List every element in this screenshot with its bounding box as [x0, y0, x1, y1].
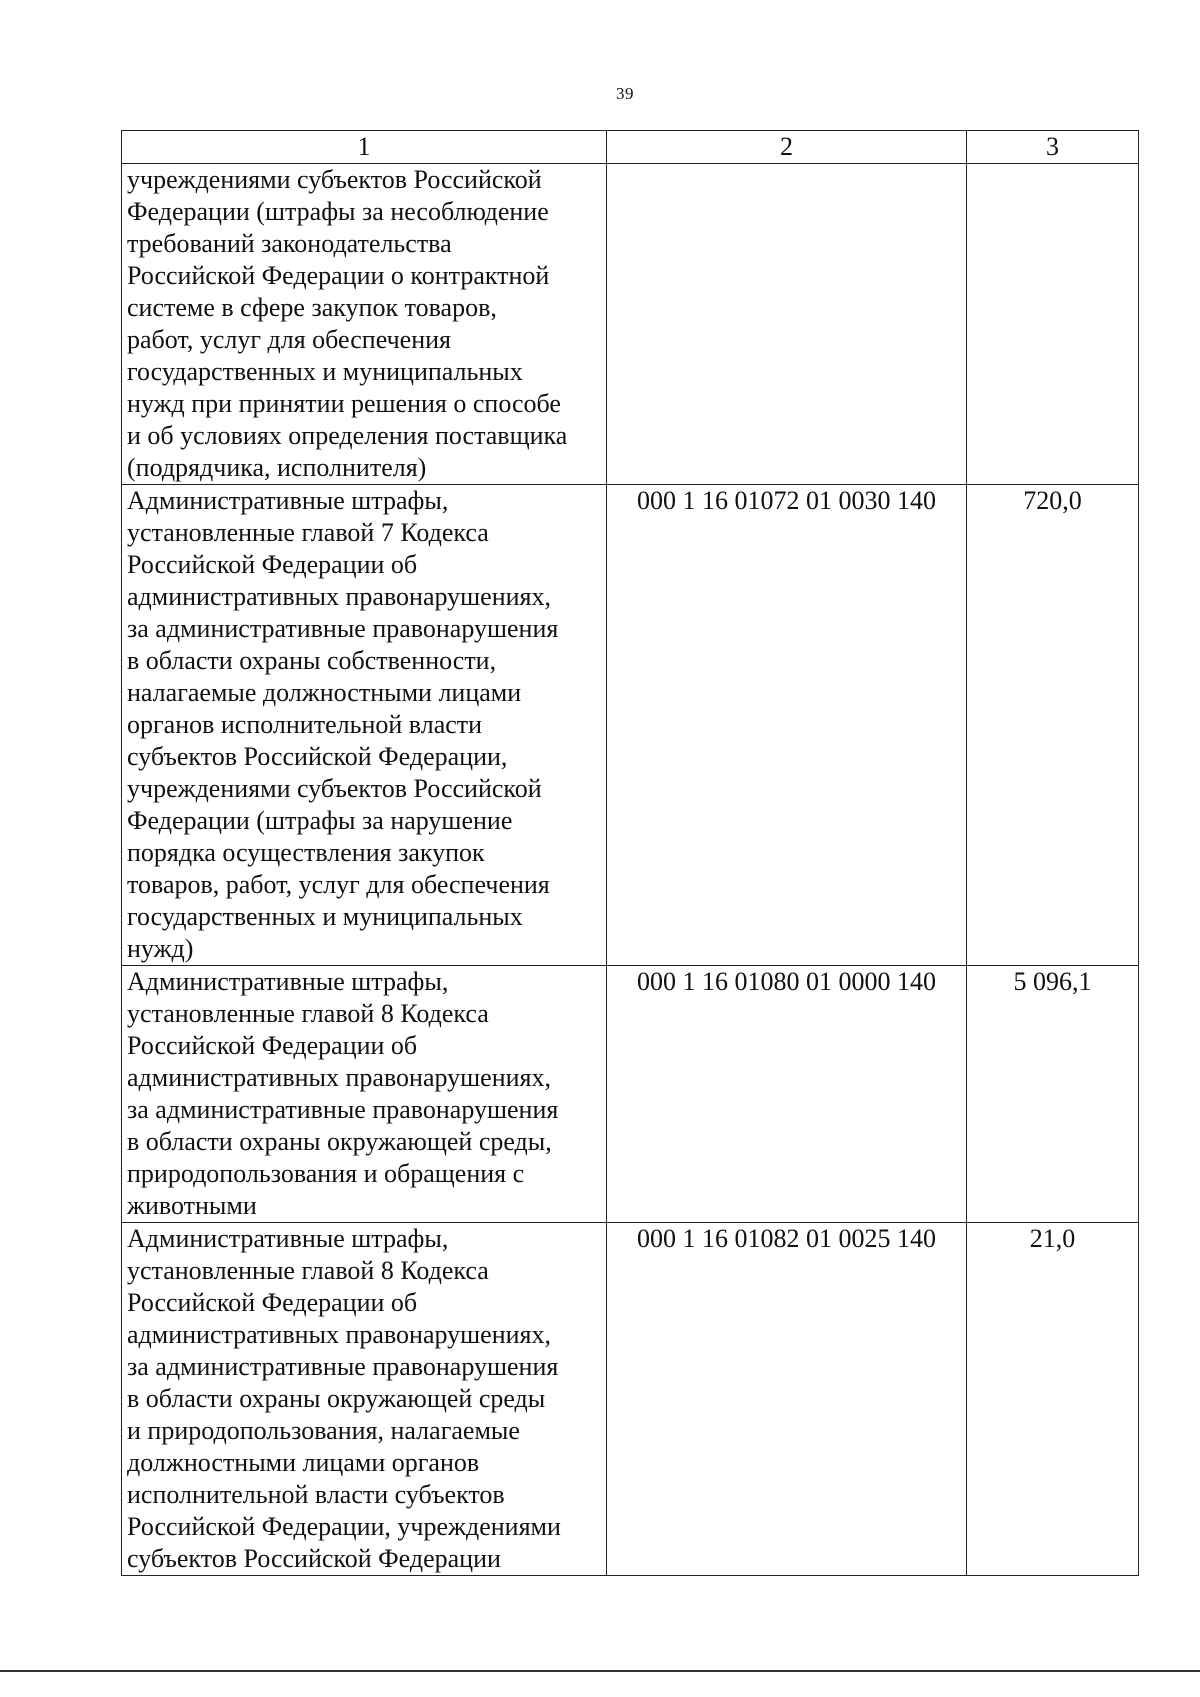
revenue-name-line: товаров, работ, услуг для обеспечения [127, 870, 550, 899]
revenue-name-line: Российской Федерации об [127, 1031, 418, 1060]
revenue-name-line: в области охраны собственности, [127, 646, 497, 675]
revenue-name-line: органов исполнительной власти [127, 710, 483, 739]
revenue-name-line: административных правонарушениях, [127, 582, 551, 611]
column-header-3: 3 [967, 131, 1139, 164]
revenue-name-line: Российской Федерации об [127, 1288, 418, 1317]
page-number: 39 [616, 84, 634, 103]
revenue-name-line: системе в сфере закупок товаров, [127, 293, 497, 322]
revenue-name-line: Российской Федерации об [127, 550, 418, 579]
revenue-name-line: государственных и муниципальных [127, 357, 523, 386]
revenue-name-line: административных правонарушениях, [127, 1063, 551, 1092]
revenue-name-line: установленные главой 7 Кодекса [127, 518, 489, 547]
revenue-name-line: должностными лицами органов [127, 1448, 480, 1477]
revenue-name-line: в области охраны окружающей среды [127, 1384, 546, 1413]
amount-cell: 5 096,1 [967, 966, 1139, 1223]
revenue-name-cell [122, 164, 607, 485]
amount-cell: 21,0 [967, 1223, 1139, 1576]
revenue-name-line: Российской Федерации о контрактной [127, 261, 550, 290]
column-header-1: 1 [122, 131, 607, 164]
revenue-name-cell [122, 485, 607, 966]
revenue-name-line: за административные правонарушения [127, 1095, 559, 1124]
revenue-name-line: природопользования и обращения с [127, 1159, 525, 1188]
budget-code-cell: 000 1 16 01072 01 0030 140 [607, 485, 967, 966]
revenue-name-line: Административные штрафы, [127, 1224, 449, 1253]
budget-code-cell: 000 1 16 01080 01 0000 140 [607, 966, 967, 1223]
revenue-name-line: субъектов Российской Федерации, [127, 742, 508, 771]
revenue-name-line: учреждениями субъектов Российской [127, 165, 542, 194]
revenue-name-line: установленные главой 8 Кодекса [127, 999, 489, 1028]
revenue-name-line: работ, услуг для обеспечения [127, 325, 451, 354]
revenue-name-line: Российской Федерации, учреждениями [127, 1512, 561, 1541]
revenue-name-cell [122, 1223, 607, 1576]
table-row [122, 966, 1139, 1223]
revenue-name-line: нужд) [127, 934, 194, 963]
amount-cell [967, 164, 1139, 485]
revenue-name-line: учреждениями субъектов Российской [127, 774, 542, 803]
revenue-name-line: установленные главой 8 Кодекса [127, 1256, 489, 1285]
revenue-name-line: Административные штрафы, [127, 967, 449, 996]
column-header-2: 2 [607, 131, 967, 164]
revenue-name-line: нужд при принятии решения о способе [127, 389, 561, 418]
revenue-name-line: Федерации (штрафы за несоблюдение [127, 197, 549, 226]
revenue-name-cell [122, 966, 607, 1223]
revenue-name-line: за административные правонарушения [127, 614, 559, 643]
revenue-name-line: за административные правонарушения [127, 1352, 559, 1381]
revenue-table [121, 130, 1139, 1576]
revenue-name-line: административных правонарушениях, [127, 1320, 551, 1349]
bottom-divider [0, 1670, 1200, 1672]
revenue-name-line: требований законодательства [127, 229, 452, 258]
revenue-name-line: Административные штрафы, [127, 486, 449, 515]
revenue-name-line: животными [127, 1191, 257, 1220]
revenue-name-line: налагаемые должностными лицами [127, 678, 522, 707]
revenue-name-line: и об условиях определения поставщика [127, 421, 568, 450]
revenue-name-line: порядка осуществления закупок [127, 838, 485, 867]
table-body [122, 164, 1139, 1576]
budget-code-cell [607, 164, 967, 485]
revenue-name-line: Федерации (штрафы за нарушение [127, 806, 513, 835]
revenue-name-line: в области охраны окружающей среды, [127, 1127, 552, 1156]
amount-cell: 720,0 [967, 485, 1139, 966]
revenue-name-line: (подрядчика, исполнителя) [127, 453, 427, 482]
table-row [122, 1223, 1139, 1576]
budget-code-cell: 000 1 16 01082 01 0025 140 [607, 1223, 967, 1576]
revenue-name-line: и природопользования, налагаемые [127, 1416, 520, 1445]
table-header-row [122, 131, 1139, 164]
revenue-name-line: субъектов Российской Федерации [127, 1544, 501, 1573]
table-row [122, 164, 1139, 485]
revenue-name-line: государственных и муниципальных [127, 902, 523, 931]
revenue-name-line: исполнительной власти субъектов [127, 1480, 505, 1509]
table-row [122, 485, 1139, 966]
